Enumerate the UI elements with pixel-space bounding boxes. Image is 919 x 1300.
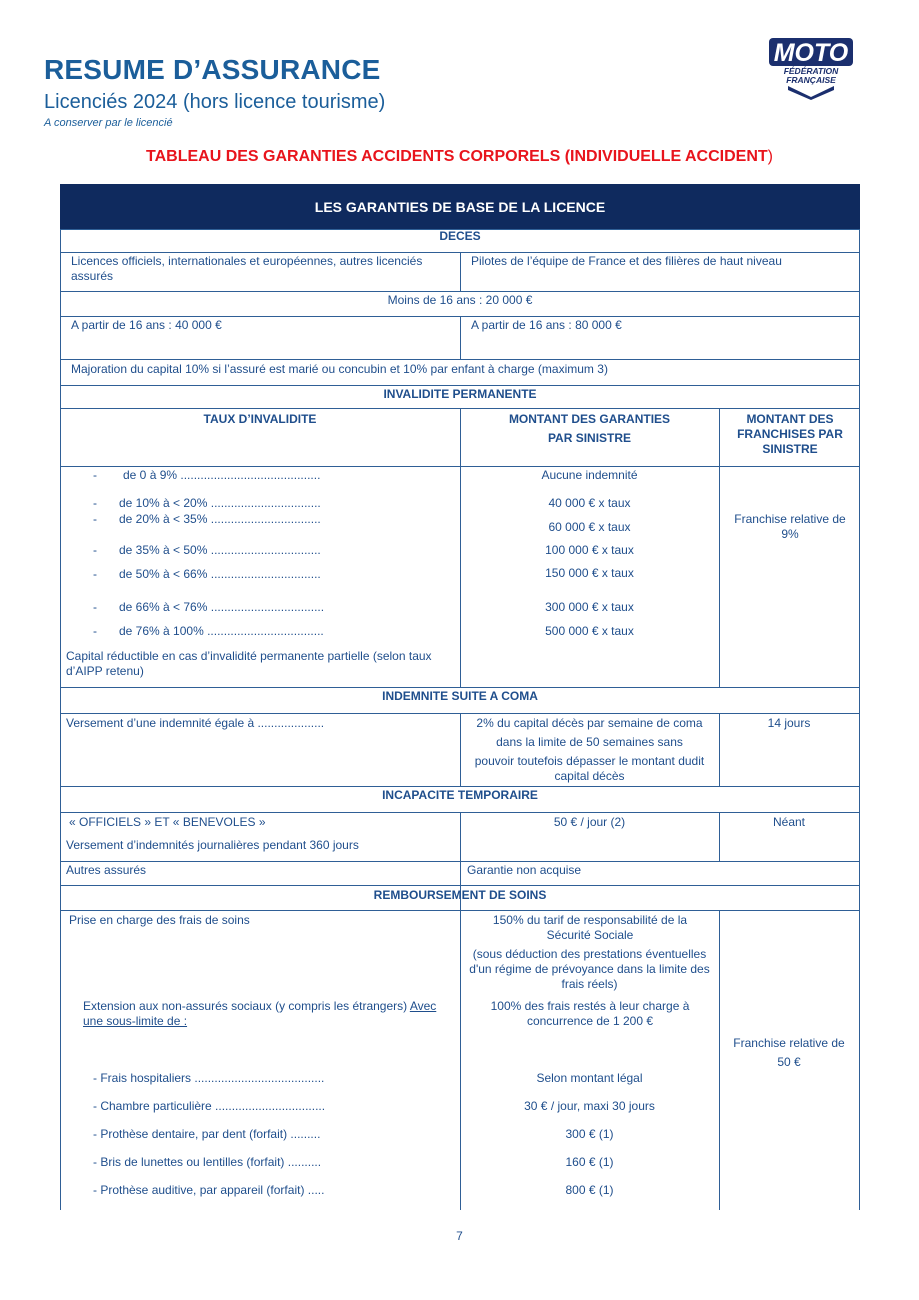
grid-line xyxy=(460,252,461,291)
taux-row: de 76% à 100% ................................... xyxy=(119,624,324,638)
deces-under16: Moins de 16 ans : 20 000 € xyxy=(387,293,533,307)
deces-from16-left: A partir de 16 ans : 40 000 € xyxy=(71,318,222,332)
svg-text:FRANÇAISE: FRANÇAISE xyxy=(786,75,836,85)
invalidite-col-montant-2: PAR SINISTRE xyxy=(547,431,632,445)
list-item: - xyxy=(93,543,97,557)
soins-item-value: 160 € (1) xyxy=(565,1155,614,1169)
coma-right: 14 jours xyxy=(767,716,811,730)
svg-text:MOTO: MOTO xyxy=(773,39,849,67)
soins-item-label: - Frais hospitaliers ....................................... xyxy=(93,1071,325,1085)
soins-item-label: - Prothèse dentaire, par dent (forfait) ......... xyxy=(93,1127,321,1141)
soins-item-value: 300 € (1) xyxy=(565,1127,614,1141)
soins-item-value: Selon montant légal xyxy=(536,1071,643,1085)
invalidite-col-montant-1: MONTANT DES GARANTIES xyxy=(508,412,671,426)
incapacite-mid: 50 € / jour (2) xyxy=(553,815,626,829)
grid-line xyxy=(719,408,720,687)
table-heading-paren: ) xyxy=(767,148,773,165)
deces-majoration: Majoration du capital 10% si l’assuré est marié ou concubin et 10% par enfant à charge (maximum 3) xyxy=(71,362,608,376)
coma-mid-2: dans la limite de 50 semaines sans xyxy=(496,735,683,749)
taux-row: de 50% à < 66% ................................. xyxy=(119,567,321,581)
conservation-note: A conserver par le licencié xyxy=(44,117,173,129)
soins-item-label: - Bris de lunettes ou lentilles (forfait) .......... xyxy=(93,1155,322,1169)
svg-text:FÉDÉRATION: FÉDÉRATION xyxy=(783,66,839,76)
grid-line xyxy=(60,687,860,688)
incapacite-heading: INCAPACITE TEMPORAIRE xyxy=(382,788,538,802)
taux-row: de 0 à 9% .......................................... xyxy=(123,468,321,482)
incapacite-autres-left: Autres assurés xyxy=(66,863,147,877)
soins-extension-sublimit: Avec une sous-limite de : xyxy=(83,999,437,1028)
coma-mid-3: pouvoir toutefois dépasser le montant dudit capital décès xyxy=(474,754,705,783)
soins-franchise-2: 50 € xyxy=(777,1055,801,1069)
soins-heading: REMBOURSEMENT DE SOINS xyxy=(373,888,547,902)
invalidite-franchise: Franchise relative de 9% xyxy=(734,512,846,541)
invalidite-heading: INVALIDITE PERMANENTE xyxy=(383,387,537,401)
deces-col-right: Pilotes de l’équipe de France et des filières de haut niveau xyxy=(471,254,782,268)
ffm-moto-logo xyxy=(766,36,856,100)
montant-row: 100 000 € x taux xyxy=(545,543,634,557)
deces-from16-right: A partir de 16 ans : 80 000 € xyxy=(471,318,622,332)
montant-row: 40 000 € x taux xyxy=(548,496,631,510)
coma-mid-1: 2% du capital décès par semaine de coma xyxy=(476,716,703,730)
soins-item-value: 30 € / jour, maxi 30 jours xyxy=(524,1099,655,1113)
soins-mid-1: 150% du tarif de responsabilité de la Sécurité Sociale xyxy=(492,913,688,942)
list-item: - xyxy=(93,567,97,581)
soins-mid-2: (sous déduction des prestations éventuelles d'un régime de prévoyance dans la limite des frais réels) xyxy=(469,947,710,991)
page-title: RESUME D’ASSURANCE xyxy=(44,54,381,85)
grid-line xyxy=(60,786,860,787)
montant-row: 300 000 € x taux xyxy=(545,600,634,614)
table-band-title: LES GARANTIES DE BASE DE LA LICENCE xyxy=(314,199,606,215)
list-item: - xyxy=(93,600,97,614)
grid-line xyxy=(60,291,860,292)
montant-row: 500 000 € x taux xyxy=(545,624,634,638)
montant-row: 150 000 € x taux xyxy=(545,566,634,580)
deces-col-left: Licences officiels, internationales et européennes, autres licenciés assurés xyxy=(71,254,423,283)
taux-row: de 20% à < 35% ................................. xyxy=(119,512,321,526)
grid-line xyxy=(859,229,860,1210)
invalidite-col-franchise: MONTANT DES FRANCHISES PAR SINISTRE xyxy=(737,412,843,456)
list-item: - xyxy=(93,624,97,638)
incapacite-left-1: « OFFICIELS » ET « BENEVOLES » xyxy=(69,815,266,829)
taux-row: de 10% à < 20% ................................. xyxy=(119,496,321,510)
soins-extension xyxy=(83,999,455,1029)
coma-heading: INDEMNITE SUITE A COMA xyxy=(382,689,538,703)
taux-row: de 35% à < 50% ................................. xyxy=(119,543,321,557)
table-heading xyxy=(0,148,919,166)
page-number: 7 xyxy=(456,1229,463,1243)
soins-extension-text: Extension aux non-assurés sociaux (y compris les étrangers) xyxy=(83,999,410,1013)
soins-left: Prise en charge des frais de soins xyxy=(69,913,250,927)
invalidite-col-taux: TAUX D’INVALIDITE xyxy=(203,412,317,426)
coma-left: Versement d’une indemnité égale à .................... xyxy=(66,716,325,730)
grid-line xyxy=(60,385,860,386)
incapacite-autres-mid: Garantie non acquise xyxy=(467,863,582,877)
soins-item-value: 800 € (1) xyxy=(565,1183,614,1197)
incapacite-left-2: Versement d’indemnités journalières pendant 360 jours xyxy=(66,838,359,852)
page-subtitle: Licenciés 2024 (hors licence tourisme) xyxy=(44,91,386,113)
invalidite-capital-note: Capital réductible en cas d’invalidité permanente partielle (selon taux d’AIPP retenu) xyxy=(66,649,432,678)
grid-line xyxy=(60,229,61,1210)
list-item: - xyxy=(93,468,97,482)
montant-row: Aucune indemnité xyxy=(541,468,638,482)
grid-line xyxy=(60,359,860,360)
soins-franchise-1: Franchise relative de xyxy=(733,1036,845,1050)
incapacite-right: Néant xyxy=(772,815,806,829)
soins-item-label: - Chambre particulière ................................. xyxy=(93,1099,326,1113)
list-item: - xyxy=(93,496,97,510)
taux-row: de 66% à < 76% .................................. xyxy=(119,600,325,614)
soins-item-label: - Prothèse auditive, par appareil (forfait) ..... xyxy=(93,1183,325,1197)
soins-extension-mid: 100% des frais restés à leur charge à concurrence de 1 200 € xyxy=(490,999,690,1028)
table-heading-text: TABLEAU DES GARANTIES ACCIDENTS CORPORELS (INDIVIDUELLE ACCIDENT xyxy=(146,148,768,165)
montant-row: 60 000 € x taux xyxy=(548,520,631,534)
list-item: - xyxy=(93,512,97,526)
grid-line xyxy=(460,316,461,359)
deces-heading: DECES xyxy=(439,229,481,243)
